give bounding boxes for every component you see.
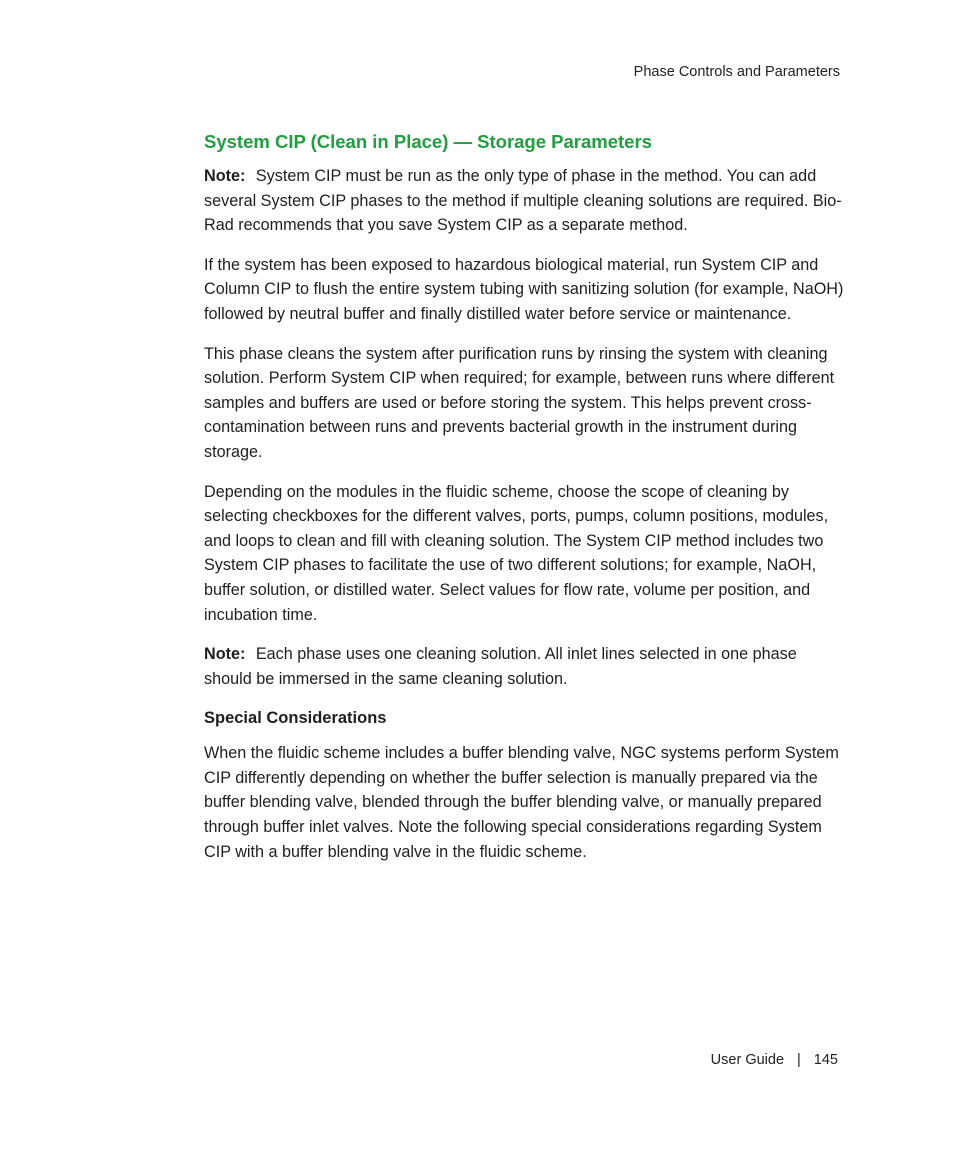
subsection-heading: Special Considerations	[204, 709, 387, 728]
body-paragraph-1: If the system has been exposed to hazardous biological material, run System CIP and Column CIP to flush the entire system tubing with sanitizing solution (for example, NaOH) followed by neutral buffer and finally distilled water before service or maintenance.	[204, 255, 844, 323]
note-paragraph-1	[204, 164, 844, 238]
footer-separator: |	[797, 1052, 801, 1068]
footer-guide-label: User Guide	[710, 1052, 785, 1068]
note-label: Note:	[204, 645, 246, 664]
body-paragraph-2: This phase cleans the system after purification runs by rinsing the system with cleaning solution. Perform System CIP when required; for example, between runs where different samples and buffers are used or before storing the system. This helps prevent cross-contamination between runs and prevents bacterial growth in the instrument during storage.	[204, 344, 835, 461]
page-content	[204, 130, 844, 879]
section-title: System CIP (Clean in Place) — Storage Parameters	[204, 131, 652, 152]
body-paragraph-4: When the fluidic scheme includes a buffer blending valve, NGC systems perform System CIP differently depending on whether the buffer selection is manually prepared via the buffer blending valve, blended through the buffer blending valve, or manually prepared through buffer inlet valves. Note the following special considerations regarding System CIP with a buffer blending valve in the fluidic scheme.	[204, 744, 839, 861]
note-text: System CIP must be run as the only type of phase in the method. You can add several System CIP phases to the method if multiple cleaning solutions are required. Bio-Rad recommends that you save System CIP as a separate method.	[204, 167, 842, 235]
body-paragraph-3: Depending on the modules in the fluidic scheme, choose the scope of cleaning by selecting checkboxes for the different valves, ports, pumps, column positions, modules, and loops to clean and fill with cleaning solution. The System CIP method includes two System CIP phases to facilitate the use of two different solutions; for example, NaOH, buffer solution, or distilled water. Select values for flow rate, volume per position, and incubation time.	[204, 482, 829, 624]
note-paragraph-2	[204, 642, 844, 691]
note-label: Note:	[204, 167, 246, 185]
running-header: Phase Controls and Parameters	[633, 64, 840, 80]
page-number: 145	[813, 1052, 838, 1068]
page-footer	[711, 1052, 838, 1068]
note-text: Each phase uses one cleaning solution. All inlet lines selected in one phase should be immersed in the same cleaning solution.	[204, 645, 797, 688]
